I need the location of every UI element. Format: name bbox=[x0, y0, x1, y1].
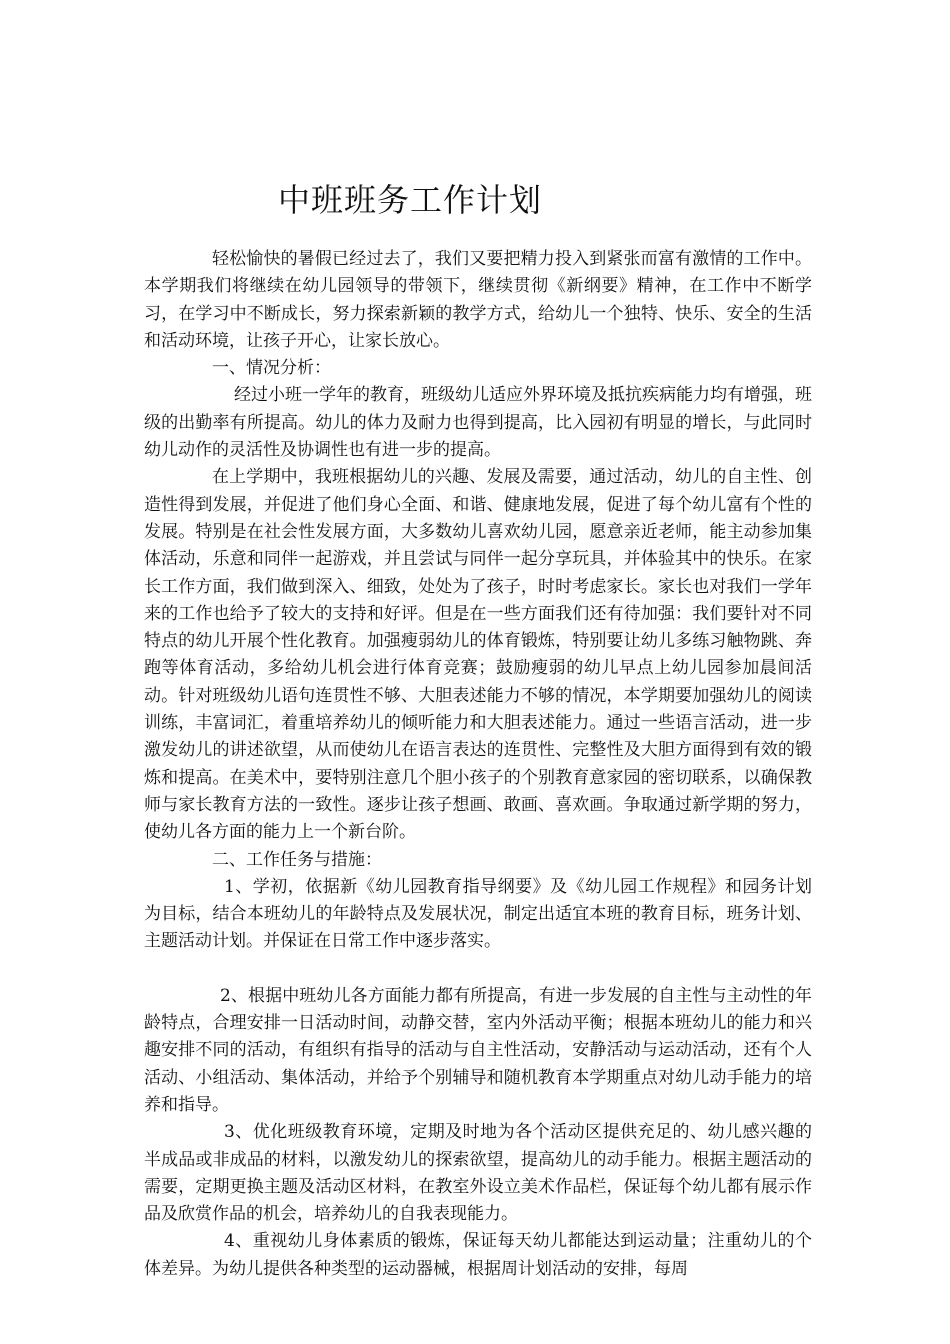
section-heading-situation: 一、情况分析： bbox=[212, 358, 331, 379]
section-heading-tasks: 二、工作任务与措施： bbox=[212, 849, 382, 870]
document-title: 中班班务工作计划 bbox=[278, 181, 543, 219]
situation-paragraph-2: 在上学期中，我班根据幼儿的兴趣、发展及需要，通过活动，幼儿的自主性、创造性得到发展，并促进了他们身心全面、和谐、健康地发展，促进了每个幼儿富有个性的发展。特别是在社会性发展方面，大多数幼儿喜欢幼儿园，愿意亲近老师，能主动参加集体活动，乐意和同伴一起游戏，并且尝试与同伴一起分享玩具，并体验其中的快乐。在家长工作方面，我们做到深入、细致，处处为了孩子，时时考虑家长。家长也对我们一学年来的工作也给予了较大的支持和好评。但是在一些方面我们还有待加强：我们要针对不同特点的幼儿开展个性化教育。加强瘦弱幼儿的体育锻炼，特别要让幼儿多练习触物跳、奔跑等体育活动，多给幼儿机会进行体育竞赛；鼓励瘦弱的幼儿早点上幼儿园参加晨间活动。针对班级幼儿语句连贯性不够、大胆表述能力不够的情况，本学期要加强幼儿的阅读训练，丰富词汇，着重培养幼儿的倾听能力和大胆表述能力。通过一些语言活动，进一步激发幼儿的讲述欲望，从而使幼儿在语言表达的连贯性、完整性及大胆方面得到有效的锻炼和提高。在美术中，要特别注意几个胆小孩子的个别教育意家园的密切联系，以确保教师与家长教育方法的一致性。逐步让孩子想画、敢画、喜欢画。争取通过新学期的努力，使幼儿各方面的能力上一个新台阶。 bbox=[144, 467, 812, 843]
task-item-4: 4、重视幼儿身体素质的锻炼，保证每天幼儿都能达到运动量；注重幼儿的个体差异。为幼儿提供各种类型的运动器械，根据周计划活动的安排，每周 bbox=[144, 1231, 812, 1279]
task-item-2: 2、根据中班幼儿各方面能力都有所提高，有进一步发展的自主性与主动性的年龄特点，合理安排一日活动时间，动静交替，室内外活动平衡；根据本班幼儿的能力和兴趣安排不同的活动，有组织有指导的活动与自主性活动，安静活动与运动活动，还有个人活动、小组活动、集体活动，并给予个别辅导和随机教育本学期重点对幼儿动手能力的培养和指导。 bbox=[144, 985, 812, 1115]
blank-line bbox=[144, 956, 812, 983]
situation-paragraph-1: 经过小班一学年的教育，班级幼儿适应外界环境及抵抗疾病能力均有增强，班级的出勤率有所提高。幼儿的体力及耐力也得到提高，比入园初有明显的增长，与此同时幼儿动作的灵活性及协调性也有进一步的提高。 bbox=[144, 385, 812, 461]
task-item-3: 3、优化班级教育环境，定期及时地为各个活动区提供充足的、幼儿感兴趣的半成品或非成品的材料，以激发幼儿的探索欲望，提高幼儿的动手能力。根据主题活动的需要，定期更换主题及活动区材料，在教室外设立美术作品栏，保证每个幼儿都有展示作品及欣赏作品的机会，培养幼儿的自我表现能力。 bbox=[144, 1122, 812, 1225]
document-body bbox=[144, 246, 812, 1283]
intro-paragraph: 轻松愉快的暑假已经过去了，我们又要把精力投入到紧张而富有激情的工作中。本学期我们将继续在幼儿园领导的带领下，继续贯彻《新纲要》精神，在工作中不断学习，在学习中不断成长，努力探索新颖的教学方式，给幼儿一个独特、快乐、安全的生活和活动环境，让孩子开心，让家长放心。 bbox=[144, 249, 812, 351]
task-item-1: 1、学初，依据新《幼儿园教育指导纲要》及《幼儿园工作规程》和园务计划为目标，结合本班幼儿的年龄特点及发展状况，制定出适宜本班的教育目标，班务计划、主题活动计划。并保证在日常工作中逐步落实。 bbox=[144, 876, 812, 952]
